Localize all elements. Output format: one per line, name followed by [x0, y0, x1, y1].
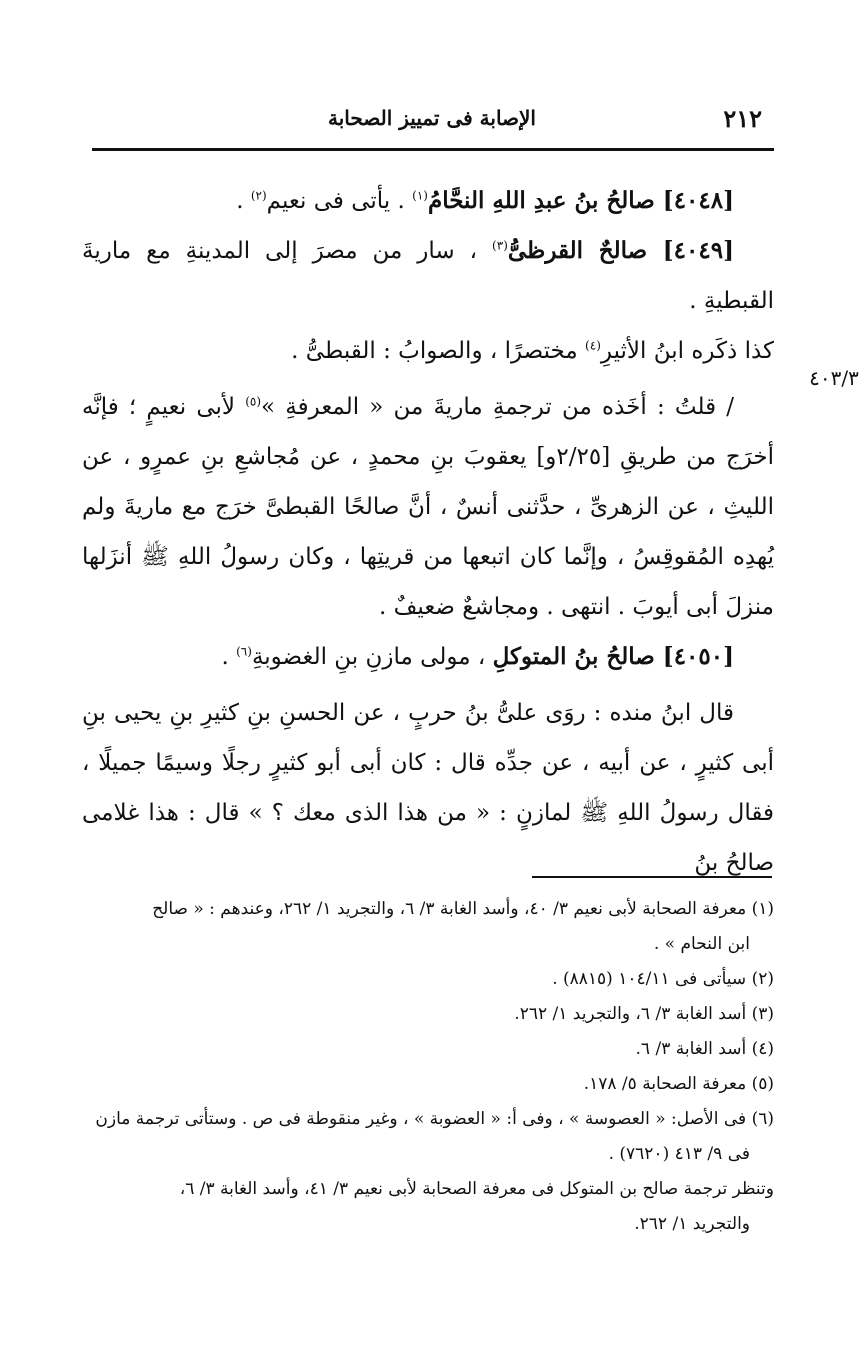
paragraph-text: / قلتُ : أخَذه من ترجمةِ ماريةَ من « المعرفةِ »	[261, 394, 734, 420]
running-title: الإصابة فى تمييز الصحابة	[328, 106, 536, 130]
footnote-ref: (٦)	[236, 644, 252, 659]
entry-text: .	[236, 188, 251, 214]
paragraph-text: لأبى نعيمٍ ؛ فإنَّه أخرَج من طريقِ [٢/٢٥و] يعقوبَ بنِ محمدٍ ، عن مُجاشعِ بنِ عمرٍو ، عن الليثِ ، عن الزهرىِّ ، حدَّثنى أنسٌ ، أنَّ صالحًا القبطىَّ خرَج مع ماريةَ ولم يُهدِه المُقوقِسُ ، وإنَّما كان اتبعها من قريتِها ، وكان رسولُ اللهِ ﷺ أنزَلها منزلَ أبى أيوبَ . انتهى . ومجاشعٌ ضعيفٌ .	[82, 394, 774, 620]
entry-4049	[82, 226, 774, 326]
footnote-3: (٣) أسد الغابة ٣/ ٦، والتجريد ١/ ٢٦٢.	[514, 1004, 774, 1024]
footnote-ref: (٢)	[250, 188, 267, 203]
footnote-1-continuation: ابن النحام » .	[653, 934, 750, 954]
footnote-5: (٥) معرفة الصحابة ٥/ ١٧٨.	[583, 1074, 774, 1094]
entry-text: ، مولى مازنِ بنِ الغضوبةِ	[251, 644, 493, 670]
footnote-6: (٦) فى الأصل: « العصوسة » ، وفى أ: « العضوبة » ، وغير منقوطة فى ص . وستأتى ترجمة مازن	[95, 1109, 774, 1129]
footnote-2: (٢) سيأتى فى ١٠٤/١١ (٨٨١٥) .	[552, 969, 774, 989]
footnote-4: (٤) أسد الغابة ٣/ ٦.	[635, 1039, 774, 1059]
entry-4050	[82, 632, 774, 682]
paragraph-qal: قال ابنُ منده : روَى علىُّ بنُ حربٍ ، عن الحسنِ بنِ كثيرِ بنِ يحيى بنِ أبى كثيرٍ ، عن أبيه ، عن جدِّه قال : كان أبى أبو كثيرٍ رجلًا وسيمًا جميلًا ، فقال رسولُ اللهِ ﷺ لمازنٍ : « من هذا الذى معك ؟ » قال : هذا غلامى صالحُ بنُ	[82, 700, 774, 876]
footnote-1: (١) معرفة الصحابة لأبى نعيم ٣/ ٤٠، وأسد الغابة ٣/ ٦، والتجريد ١/ ٢٦٢، وعندهم : « صالح	[152, 899, 774, 919]
paragraph-qultu	[82, 382, 774, 632]
footnote-ref: (١)	[412, 188, 428, 203]
footnote-ref: (٥)	[245, 394, 262, 409]
entry-text: كذا ذكَره ابنُ الأثيرِ	[600, 338, 774, 364]
entry-4048	[82, 176, 774, 226]
footnote-6-continuation: فى ٩/ ٤١٣ (٧٦٢٠) .	[608, 1144, 750, 1164]
entry-text: مختصرًا ، والصوابُ : القبطىُّ .	[291, 338, 586, 364]
entry-text: .	[221, 644, 237, 670]
page-header	[92, 98, 772, 146]
header-rule	[92, 148, 774, 151]
footnotes	[82, 892, 774, 1242]
entry-heading: [٤٠٥٠] صالحُ بنُ المتوكلِ	[492, 643, 734, 670]
footnote-rule	[532, 876, 772, 878]
entry-4049-continuation	[82, 326, 774, 376]
footnote-7: وتنظر ترجمة صالح بن المتوكل فى معرفة الصحابة لأبى نعيم ٣/ ٤١، وأسد الغابة ٣/ ٦،	[179, 1179, 774, 1199]
entry-heading: [٤٠٤٨] صالحُ بنُ عبدِ اللهِ النحَّامُ	[427, 187, 734, 214]
entry-heading: [٤٠٤٩] صالحٌ القرظىُّ	[507, 237, 734, 264]
margin-reference: ٤٠٣/٣	[809, 366, 859, 390]
footnote-ref: (٤)	[585, 338, 601, 353]
footnote-7-continuation: والتجريد ١/ ٢٦٢.	[634, 1214, 750, 1234]
entry-text: ، سار من مصرَ إلى المدينةِ مع ماريةَ القبطيةِ .	[82, 238, 774, 314]
main-text	[82, 176, 774, 888]
entry-text: . يأتى فى نعيم	[266, 188, 413, 214]
footnote-ref: (٣)	[492, 238, 508, 253]
page-number: ٢١٢	[723, 104, 762, 133]
